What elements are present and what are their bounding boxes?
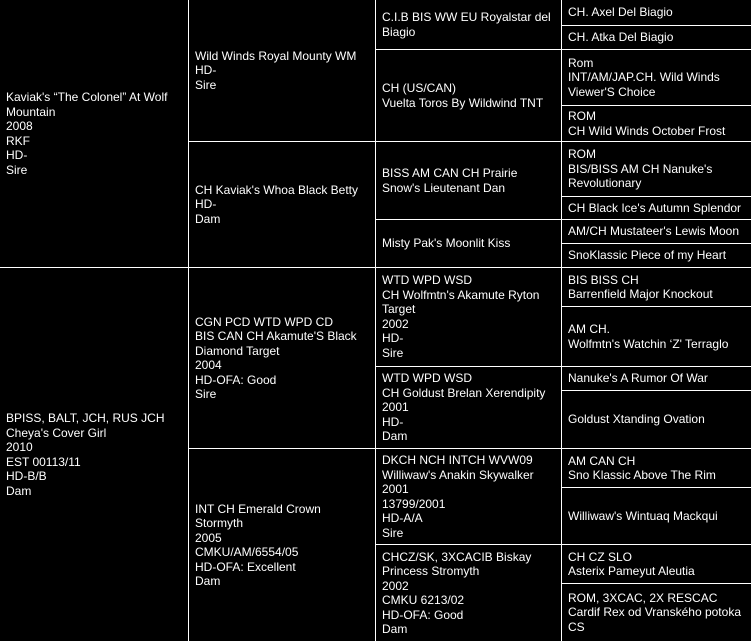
gen4-sssd-name: CH. Atka Del Biagio (568, 30, 674, 45)
gen3-sds-cell (375, 141, 562, 220)
gen4-ssdd-name: ROM CH Wild Winds October Frost (568, 109, 726, 138)
gen2-sd-name: CH Kaviak's Whoa Black Betty HD- Dam (195, 182, 359, 226)
gen4-ddds-cell (561, 544, 751, 584)
gen3-ssd-name: CH (US/CAN) Vuelta Toros By Wildwind TNT (382, 81, 544, 110)
gen3-sdd-cell (375, 219, 562, 268)
gen1-sire-cell (0, 0, 189, 268)
gen4-sddd-cell (561, 243, 751, 268)
gen2-ds-cell (188, 267, 376, 449)
gen3-ddd-name: CHCZ/SK, 3XCACIB Biskay Princess Stromyth 2002 CMKU 6213/02 HD-OFA: Good Dam (382, 549, 532, 636)
gen4-ssdd-cell (561, 105, 751, 142)
gen3-dss-name: WTD WPD WSD CH Wolfmtn's Akamute Ryton Target 2002 HD- Sire (382, 273, 540, 360)
gen4-ddsd-cell (561, 487, 751, 545)
gen4-sdsd-name: CH Black Ice's Autumn Splendor (568, 200, 742, 215)
gen4-dddd-cell (561, 583, 751, 642)
gen4-sdss-name: ROM BIS/BISS AM CH Nanuke's Revolutionary (568, 147, 713, 191)
gen2-ds-name: CGN PCD WTD WPD CD BIS CAN CH Akamute'S Black Diamond Target 2004 HD-OFA: Good Sire (195, 314, 357, 401)
gen4-ddss-name: AM CAN CH Sno Klassic Above The Rim (568, 453, 716, 482)
gen1-sire-name: Kaviak's “The Colonel” At Wolf Mountain 2008 RKF HD- Sire (6, 90, 168, 177)
gen2-ss-cell (188, 0, 376, 142)
gen4-sdds-cell (561, 219, 751, 244)
gen2-dd-cell (188, 448, 376, 642)
gen1-dam-cell (0, 267, 189, 642)
gen4-dssd-cell (561, 306, 751, 367)
gen4-ssds-name: Rom INT/AM/JAP.CH. Wild Winds Viewer'S Choice (568, 55, 720, 99)
gen4-dddd-name: ROM, 3XCAC, 2X RESCAC Cardif Rex od Vranského potoka CS (568, 590, 741, 634)
gen3-ddd-cell (375, 544, 562, 642)
gen4-ssds-cell (561, 49, 751, 106)
gen3-dds-name: DKCH NCH INTCH WVW09 Williwaw's Anakin Skywalker 2001 13799/2001 HD-A/A Sire (382, 453, 534, 540)
gen4-sdss-cell (561, 141, 751, 197)
gen3-ssd-cell (375, 49, 562, 142)
gen4-ssss-cell (561, 0, 751, 26)
gen4-ssss-name: CH. Axel Del Biagio (568, 5, 673, 20)
gen4-sdsd-cell (561, 196, 751, 220)
gen3-sds-name: BISS AM CAN CH Prairie Snow's Lieutenant Dan (382, 166, 518, 195)
gen4-dsdd-name: Goldust Xtanding Ovation (568, 412, 705, 427)
gen4-dsds-cell (561, 366, 751, 391)
gen4-sddd-name: SnoKlassic Piece of my Heart (568, 248, 727, 263)
gen2-ss-name: Wild Winds Royal Mounty WM HD- Sire (195, 48, 357, 92)
gen3-sss-name: C.I.B BIS WW EU Royalstar del Biagio (382, 10, 551, 39)
gen2-sd-cell (188, 141, 376, 268)
gen4-ddss-cell (561, 448, 751, 488)
gen3-sdd-name: Misty Pak's Moonlit Kiss (382, 236, 511, 251)
gen1-dam-name: BPISS, BALT, JCH, RUS JCH Cheya's Cover Girl 2010 EST 00113/11 HD-B/B Dam (6, 411, 165, 498)
gen2-dd-name: INT CH Emerald Crown Stormyth 2005 CMKU/AM/6554/05 HD-OFA: Excellent Dam (195, 501, 321, 588)
gen4-sdds-name: AM/CH Mustateer's Lewis Moon (568, 224, 740, 239)
gen3-dsd-name: WTD WPD WSD CH Goldust Brelan Xerendipity 2001 HD- Dam (382, 371, 546, 444)
gen3-sss-cell (375, 0, 562, 50)
gen4-dssd-name: AM CH. Wolfmtn's Watchin ‘Z' Terraglo (568, 322, 729, 351)
gen4-dsss-cell (561, 267, 751, 307)
gen4-dsss-name: BIS BISS CH Barrenfield Major Knockout (568, 272, 713, 301)
gen4-dsdd-cell (561, 390, 751, 449)
gen3-dss-cell (375, 267, 562, 367)
gen4-ddsd-name: Williwaw's Wintuaq Mackqui (568, 508, 718, 523)
gen3-dds-cell (375, 448, 562, 545)
gen4-sssd-cell (561, 25, 751, 50)
gen4-dsds-name: Nanuke's A Rumor Of War (568, 371, 708, 386)
gen4-ddds-name: CH CZ SLO Asterix Pameyut Aleutia (568, 549, 695, 578)
gen3-dsd-cell (375, 366, 562, 449)
